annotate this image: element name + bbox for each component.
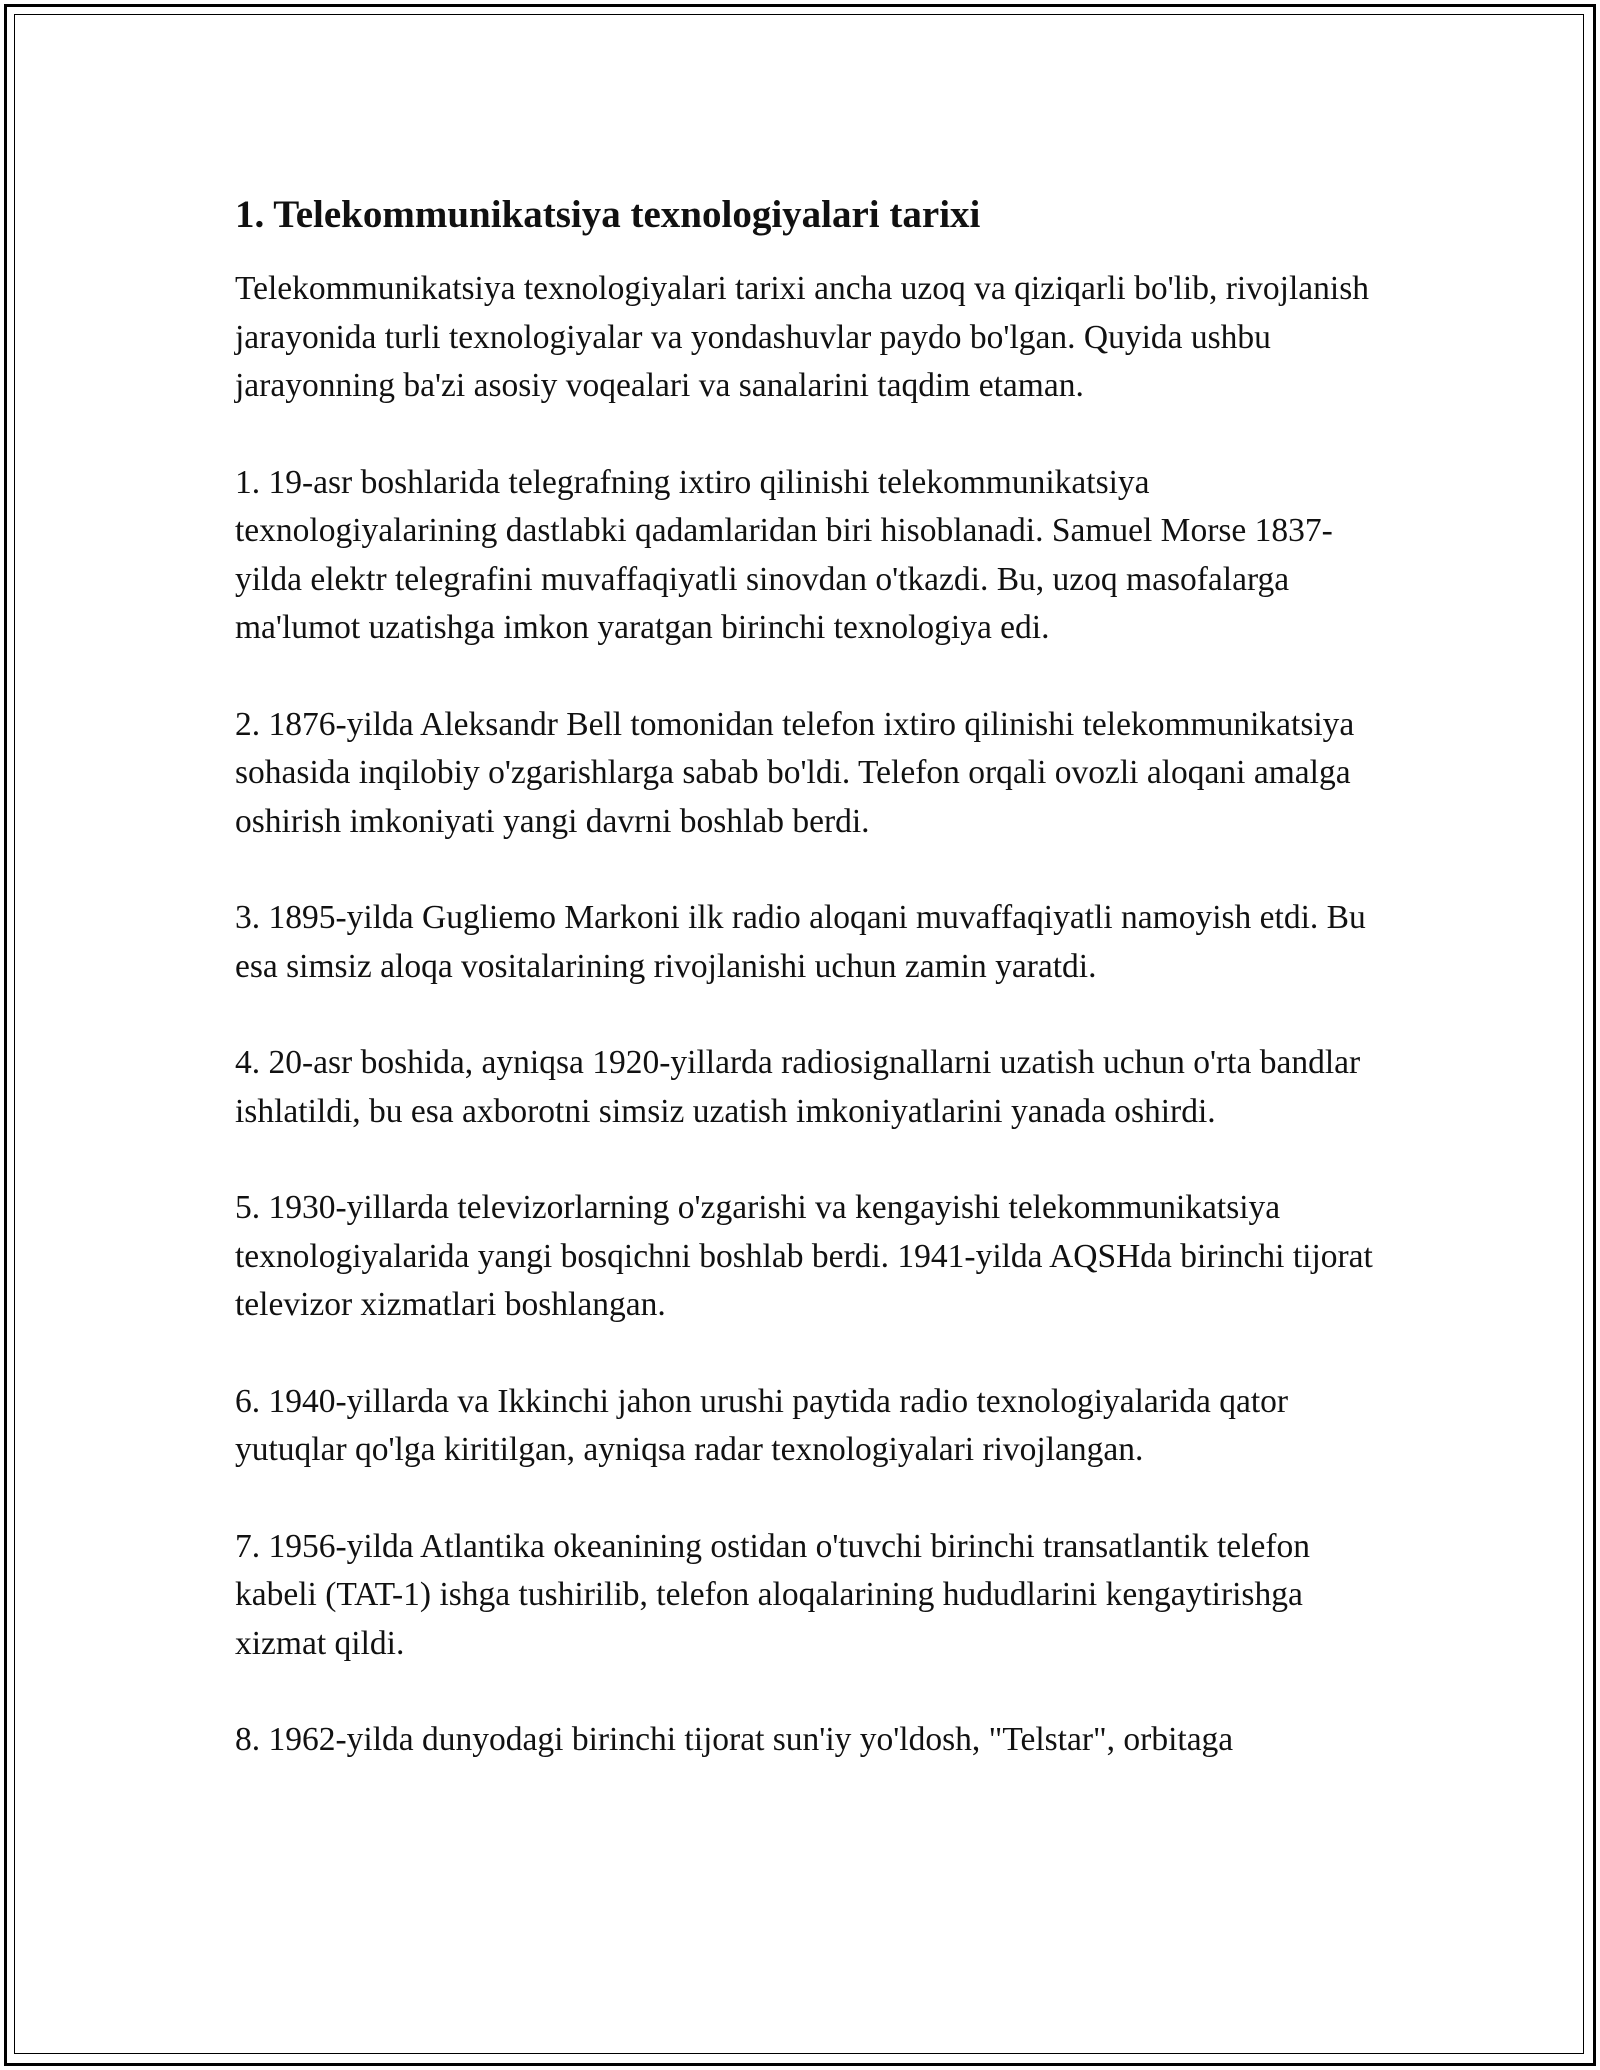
list-item-5: 5. 1930-yillarda televizorlarning o'zgarishi va kengayishi telekommunikatsiya texnologiyalarida yangi bosqichni boshlab berdi. 1941-yilda AQSHda birinchi tijorat televizor xizmatlari boshlangan. — [235, 1189, 1373, 1323]
list-item-1: 1. 19-asr boshlarida telegrafning ixtiro qilinishi telekommunikatsiya texnologiyalarining dastlabki qadamlaridan biri hisoblanadi. Samuel Morse 1837-yilda elektr telegrafini muvaffaqiyatli sinovdan o'tkazdi. Bu, uzoq masofalarga ma'lumot uzatishga imkon yaratgan birinchi texnologiya edi. — [235, 463, 1333, 646]
list-item-4: 4. 20-asr boshida, ayniqsa 1920-yillarda radiosignallarni uzatish uchun o'rta bandlar ishlatildi, bu esa axborotni simsiz uzatish imkoniyatlarini yanada oshirdi. — [235, 1044, 1361, 1130]
list-item-8: 8. 1962-yilda dunyodagi birinchi tijorat sun'iy yo'ldosh, "Telstar", orbitaga — [235, 1721, 1234, 1758]
intro-paragraph: Telekommunikatsiya texnologiyalari tarixi ancha uzoq va qiziqarli bo'lib, rivojlanish jarayonida turli texnologiyalar va yondashuvlar paydo bo'lgan. Quyida ushbu jarayonning ba'zi asosiy voqealari va sanalarini taqdim etaman. — [235, 270, 1370, 404]
list-item-7: 7. 1956-yilda Atlantika okeanining ostidan o'tuvchi birinchi transatlantik telefon kabeli (TAT-1) ishga tushirilib, telefon aloqalarining hududlarini kengaytirishga xizmat qildi. — [235, 1527, 1311, 1662]
page-title: 1. Telekommunikatsiya texnologiyalari tarixi — [235, 193, 981, 236]
list-item-6: 6. 1940-yillarda va Ikkinchi jahon urushi paytida radio texnologiyalarida qator yutuqlar qo'lga kiritilgan, ayniqsa radar texnologiyalari rivojlangan. — [235, 1382, 1289, 1468]
document-body — [235, 185, 1385, 1813]
list-item-2: 2. 1876-yilda Aleksandr Bell tomonidan telefon ixtiro qilinishi telekommunikatsiya sohasida inqilobiy o'zgarishlarga sabab bo'ldi. Telefon orqali ovozli aloqani amalga oshirish imkoniyati yangi davrni boshlab berdi. — [235, 705, 1355, 840]
list-item-3: 3. 1895-yilda Gugliemo Markoni ilk radio aloqani muvaffaqiyatli namoyish etdi. Bu esa simsiz aloqa vositalarining rivojlanishi uchun zamin yaratdi. — [235, 899, 1366, 985]
